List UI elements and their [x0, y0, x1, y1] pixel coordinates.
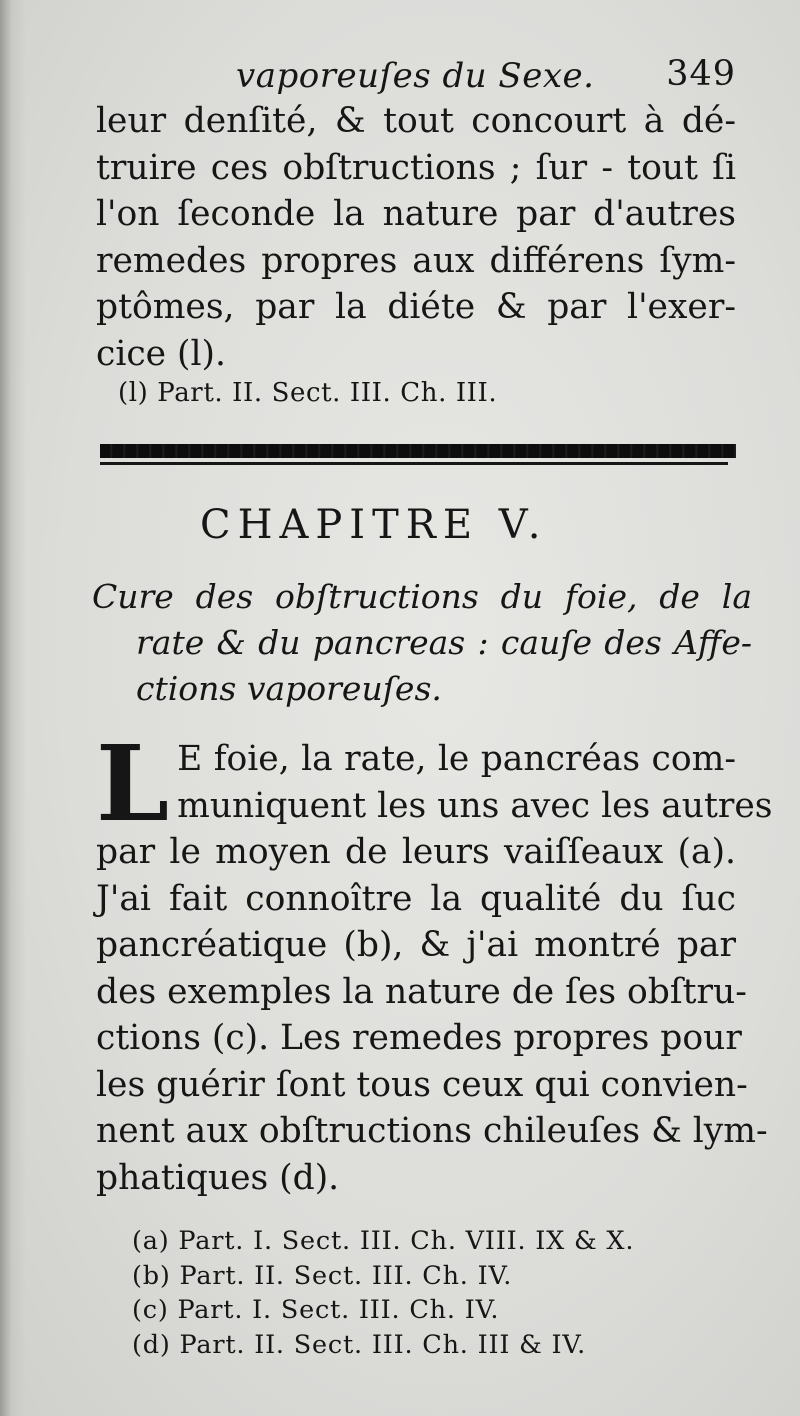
text-line: E foie, la rate, le pancréas com- — [177, 739, 736, 779]
footnote-c: (c) Part. I. Sect. III. Ch. IV. — [132, 1295, 500, 1325]
running-title: vaporeuſes du Sexe. — [236, 56, 595, 96]
footnote-b: (b) Part. II. Sect. III. Ch. IV. — [132, 1260, 513, 1291]
paragraph-continued — [96, 98, 736, 377]
text-line: muniquent les uns avec les autres — [177, 785, 773, 826]
text-line: phatiques (d). — [96, 1157, 340, 1198]
subtitle-line: ctions vaporeuſes. — [136, 669, 442, 708]
thin-rule — [100, 462, 728, 465]
text-line: des exemples la nature de ſes obſtru- — [96, 971, 747, 1012]
page-header — [96, 50, 736, 100]
subtitle-line: Cure des obſtructions du foie, de la — [92, 577, 752, 616]
ornamental-rule — [100, 444, 736, 458]
page-number: 349 — [666, 54, 736, 94]
text-line: remedes propres aux différens ſym- — [96, 240, 736, 281]
footnotes — [132, 1224, 634, 1362]
footnote-d: (d) Part. II. Sect. III. Ch. III & IV. — [132, 1329, 587, 1360]
text-line: par le moyen de leurs vaiſſeaux (a). — [96, 832, 736, 872]
text-line: ptômes, par la diéte & par l'exer- — [96, 287, 736, 327]
text-line: l'on ſeconde la nature par d'autres — [96, 194, 736, 234]
text-line: pancréatique (b), & j'ai montré par — [96, 925, 736, 965]
text-line: ctions (c). Les remedes propres pour — [96, 1018, 742, 1058]
text-line: J'ai fait connoître la qualité du ſuc — [96, 878, 736, 919]
text-line: nent aux obſtructions chileuſes & lym- — [96, 1111, 768, 1151]
drop-cap: L — [96, 722, 170, 845]
chapter-paragraph — [96, 722, 773, 1201]
text-line: les guérir ſont tous ceux qui convien- — [96, 1064, 748, 1105]
footnote-a: (a) Part. I. Sect. III. Ch. VIII. IX & X. — [132, 1226, 635, 1256]
subtitle-line: rate & du pancreas : cauſe des Affe- — [136, 623, 752, 662]
text-line: cice (l). — [96, 333, 226, 374]
chapter-subtitle — [92, 574, 752, 712]
text-line: truire ces obſtructions ; ſur - tout ſi — [96, 147, 736, 188]
chapter-title: CHAPITRE V. — [200, 502, 548, 548]
text-line: leur denſité, & tout concourt à dé- — [96, 101, 736, 141]
footnote-l: (l) Part. II. Sect. III. Ch. III. — [118, 378, 498, 408]
